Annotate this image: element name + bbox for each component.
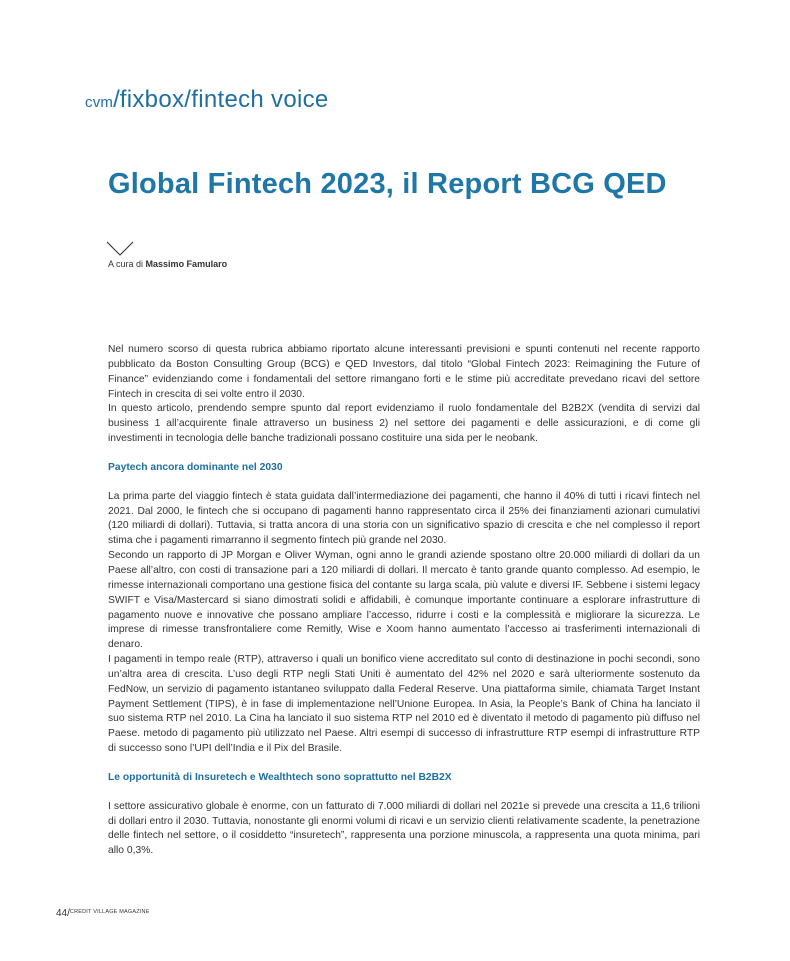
body-paragraph: La prima parte del viaggio fintech è stata guidata dall’intermediazione dei pagamenti, che hanno il 40% di tutti i ricavi fintech nel 2021. Dal 2000, le fintech che si occupano di pagamenti hanno rappresentato circa il 25% dei finanziamenti azionari cumulativi (120 miliardi di dollari). Tuttavia, si tratta ancora di una storia con un significativo spazio di crescita e che nel complesso il report stima che i pagamenti rimarranno il segmento fintech più grande nel 2030. [108, 490, 700, 547]
section-header [85, 86, 329, 116]
section-name: fixbox/fintech voice [119, 86, 329, 113]
footer-slash: / [67, 908, 70, 919]
intro-paragraph: Nel numero scorso di questa rubrica abbiamo riportato alcune interessanti previsioni e spunti contenuti nel recente rapporto pubblicato da Boston Consulting Group (BCG) e QED Investors, dal titolo “Global Fintech 2023: Reimagining the Future of Finance” evidenziando come i fondamentali del settore rimangano forti e le stime più accreditate prevedano ricavi del settore Fintech in crescita di sei volte entro il 2030. [108, 344, 700, 400]
section-heading-paytech: Paytech ancora dominante nel 2030 [108, 461, 283, 473]
intro-paragraph: In questo articolo, prendendo sempre spunto dal report evidenziamo il ruolo fondamentale del B2B2X (vendita di servizi dal business 1 all’acquirente finale attraverso un business 2) nel settore dei pagamenti e delle assicurazioni, e di come gli investimenti in tecnologia delle banche tradizionali possano costituire una sida per le neobank. [108, 403, 700, 445]
body-paragraph: I pagamenti in tempo reale (RTP), attraverso i quali un bonifico viene accreditato sul conto di destinazione in pochi secondi, sono un’altra area di crescita. L’uso degli RTP negli Stati Uniti è aumentato del 42% nel 2020 e sarà ulteriormente sostenuto da FedNow, un servizio di pagamento istantaneo sviluppato dalla Federal Reserve. Una piattaforma simile, chiamata Target Instant Payment Settlement (TIPS), è in fase di implementazione nell’Unione Europea. In Asia, la People’s Bank of China ha lanciato il suo sistema RTP nel 2010. La Cina ha lanciato il suo sistema RTP nel 2010 ed è diventato il metodo di pagamento più diffuso nel Paese. metodo di pagamento più utilizzato nel Paese. Altri esempi di successo di infrastrutture RTP esempi di infrastrutture RTP di successo sono l’UPI dell’India e il Pix del Brasile. [108, 654, 700, 755]
section-slash: / [113, 86, 120, 113]
byline-author: Massimo Famularo [145, 259, 228, 269]
chevron-down-icon [106, 241, 134, 257]
section-heading-insuretech: Le opportunità di Insuretech e Wealthtech sono soprattutto nel B2B2X [108, 771, 452, 783]
body-paragraph: Secondo un rapporto di JP Morgan e Oliver Wyman, ogni anno le grandi aziende spostano oltre 20.000 miliardi di dollari da un Paese all’altro, con costi di transazione pari a 120 miliardi di dollari. Il mercato è tanto grande quanto complesso. Ad esempio, le rimesse internazionali comportano una gestione fisica del contante su larga scala, più valute e diversi IF. Sebbene i sistemi legacy SWIFT e Visa/Mastercard si siano dimostrati solidi e affidabili, è comunque importante continuare a esplorare infrastrutture di pagamento nuove e innovative che possano ampliare l’accesso, ridurre i costi e la complessità e migliorare la sicurezza. Le imprese di rimesse transfrontaliere come Remitly, Wise e Xoom hanno aumentato l’accesso ai trasferimenti internazionali di denaro. [108, 550, 700, 651]
article-body [108, 343, 700, 859]
page-footer [56, 903, 150, 921]
article-title: Global Fintech 2023, il Report BCG QED [108, 168, 667, 200]
magazine-name: CREDIT VILLAGE MAGAZINE [69, 909, 150, 915]
byline [108, 259, 227, 269]
page-number: 44 [56, 908, 68, 919]
body-paragraph: I settore assicurativo globale è enorme, con un fatturato di 7.000 miliardi di dollari nel 2021e si prevede una crescita a 11,6 trilioni di dollari entro il 2030. Tuttavia, nonostante gli enormi volumi di ricavi e un servizio clienti relativamente scadente, la penetrazione delle fintech nel settore, o il cosiddetto “insuretech”, rappresenta una porzione minuscola, a rappresenta una quota minima, pari allo 0,3%. [108, 800, 700, 857]
byline-label: A cura di [108, 259, 144, 269]
section-prefix: cvm [85, 94, 114, 111]
